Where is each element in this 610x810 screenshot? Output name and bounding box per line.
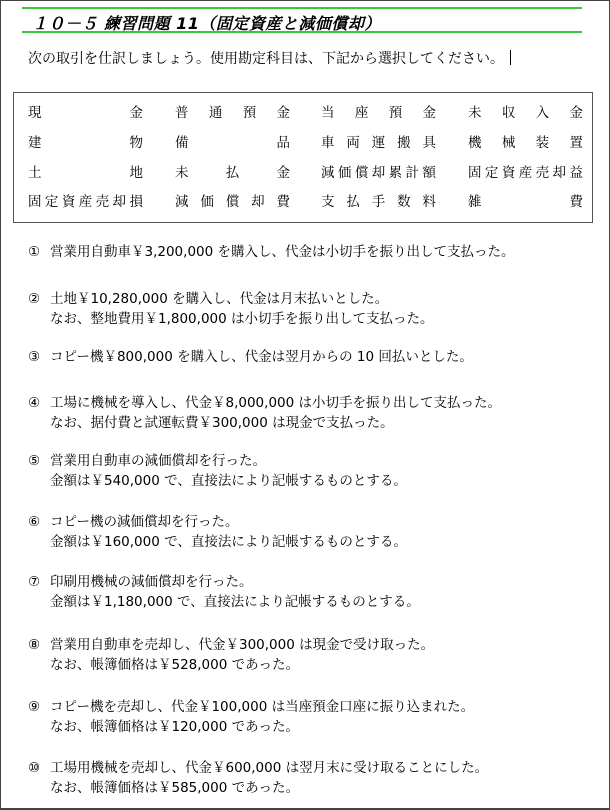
question-text: 営業用自動車の減価償却を行った。 (50, 453, 266, 469)
question-note: なお、帳簿価格は￥528,000 であった。 (50, 657, 299, 673)
question-number: ② (28, 291, 41, 307)
question-note: 金額は￥540,000 で、直接法により記帳するものとする。 (50, 473, 407, 489)
question-item (28, 347, 473, 367)
account-item: 備 品 (175, 135, 290, 151)
question-number: ⑦ (28, 574, 41, 590)
account-item: 車 両 運 搬 具 (321, 135, 436, 151)
account-item: 減 価 償 却 累 計 額 (321, 165, 436, 181)
question-number: ③ (28, 349, 41, 365)
question-text: コピー機の減価償却を行った。 (50, 514, 239, 530)
question-note: なお、整地費用￥1,800,000 は小切手を振り出して支払った。 (50, 311, 434, 327)
text-cursor (510, 50, 511, 65)
question-text: 営業用自動車￥3,200,000 を購入し、代金は小切手を振り出して支払った。 (50, 244, 515, 260)
question-item (28, 635, 434, 675)
question-text: 工場に機械を導入し、代金￥8,000,000 は小切手を振り出して支払った。 (50, 395, 501, 411)
account-item: 現 金 (28, 105, 143, 121)
question-number: ⑨ (28, 699, 41, 715)
question-item (28, 512, 407, 552)
question-item (28, 242, 515, 262)
question-item (28, 572, 420, 612)
account-item: 普 通 預 金 (175, 105, 290, 121)
question-item (28, 451, 407, 491)
account-item: 雑 費 (468, 194, 583, 210)
account-item: 減 価 償 却 費 (175, 194, 290, 210)
accounts-box (13, 92, 593, 223)
account-item: 機 械 装 置 (468, 135, 583, 151)
question-note: なお、据付費と試運転費￥300,000 は現金で支払った。 (50, 415, 394, 431)
account-item: 当 座 預 金 (321, 105, 436, 121)
question-number: ⑩ (28, 760, 41, 776)
question-text: コピー機を売却し、代金￥100,000 は当座預金口座に振り込まれた。 (50, 699, 475, 715)
account-item: 土 地 (28, 165, 143, 181)
question-text: 営業用自動車を売却し、代金￥300,000 は現金で受け取った。 (50, 637, 435, 653)
instruction-label: 次の取引を仕訳しましょう。使用勘定科目は、下記から選択してください。 (28, 51, 504, 67)
question-note: なお、帳簿価格は￥585,000 であった。 (50, 780, 299, 796)
account-item: 支 払 手 数 料 (321, 194, 436, 210)
question-number: ① (28, 244, 41, 260)
question-text: コピー機￥800,000 を購入し、代金は翌月からの 10 回払いとした。 (50, 349, 473, 365)
question-item (28, 758, 488, 798)
question-note: 金額は￥160,000 で、直接法により記帳するものとする。 (50, 534, 407, 550)
account-item: 固 定 資 産 売 却 益 (468, 165, 583, 181)
account-item: 未 収 入 金 (468, 105, 583, 121)
question-note: 金額は￥1,180,000 で、直接法により記帳するものとする。 (50, 594, 420, 610)
account-item: 未 払 金 (175, 165, 290, 181)
question-number: ⑧ (28, 637, 41, 653)
question-text: 印刷用機械の減価償却を行った。 (50, 574, 253, 590)
instruction-text (28, 48, 511, 68)
title-bar (22, 7, 582, 33)
question-item (28, 289, 434, 329)
question-number: ④ (28, 395, 41, 411)
account-item: 建 物 (28, 135, 143, 151)
account-item: 固 定 資 産 売 却 損 (28, 194, 143, 210)
question-item (28, 393, 501, 433)
page-title: １０－５ 練習問題 11（固定資産と減価償却） (32, 14, 381, 33)
question-text: 工場用機械を売却し、代金￥600,000 は翌月末に受け取ることにした。 (50, 760, 489, 776)
question-text: 土地￥10,280,000 を購入し、代金は月末払いとした。 (50, 291, 389, 307)
question-item (28, 697, 474, 737)
question-number: ⑤ (28, 453, 41, 469)
question-note: なお、帳簿価格は￥120,000 であった。 (50, 719, 299, 735)
question-number: ⑥ (28, 514, 41, 530)
